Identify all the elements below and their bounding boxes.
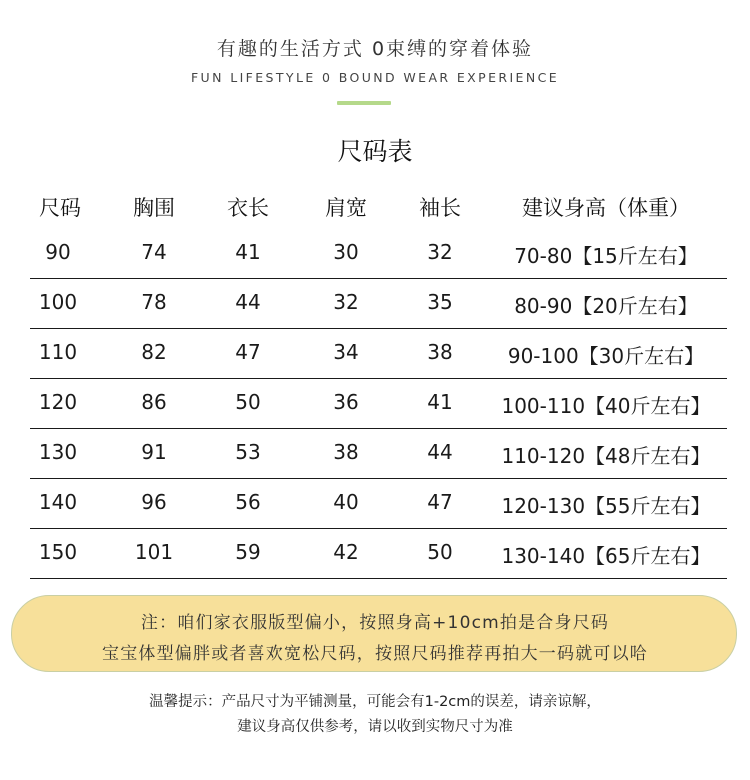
cell-recommended-height: 130-140【65斤左右】 — [501, 544, 711, 568]
column-header-recommended-height: 建议身高（体重） — [522, 196, 690, 220]
cell-recommended-height: 70-80【15斤左右】 — [514, 244, 698, 268]
cell-recommended-height: 100-110【40斤左右】 — [501, 394, 711, 418]
cell-sleeve: 38 — [427, 340, 453, 364]
cell-recommended-height: 80-90【20斤左右】 — [514, 294, 698, 318]
table-row — [30, 379, 727, 429]
column-header-sleeve: 袖长 — [419, 196, 461, 220]
accent-bar — [337, 101, 391, 105]
cell-sleeve: 50 — [427, 540, 453, 564]
cell-sleeve: 44 — [427, 440, 453, 464]
table-row — [30, 279, 727, 329]
tip-line-1: 温馨提示：产品尺寸为平铺测量，可能会有1-2cm的误差，请亲谅解， — [149, 694, 601, 710]
cell-length: 53 — [235, 440, 261, 464]
table-header-row — [0, 186, 750, 226]
cell-recommended-height: 110-120【48斤左右】 — [501, 444, 711, 468]
cell-length: 47 — [235, 340, 261, 364]
note-line-1: 注：咱们家衣服版型偏小，按照身高+10cm拍是合身尺码 — [140, 613, 610, 633]
cell-length: 44 — [235, 290, 261, 314]
note-box — [11, 595, 737, 672]
cell-shoulder: 34 — [333, 340, 359, 364]
cell-size: 150 — [38, 540, 78, 564]
cell-shoulder: 42 — [333, 540, 359, 564]
cell-size: 100 — [38, 290, 78, 314]
column-header-length: 衣长 — [227, 196, 269, 220]
table-row — [30, 529, 727, 579]
table-title: 尺码表 — [337, 137, 413, 166]
cell-sleeve: 35 — [427, 290, 453, 314]
cell-shoulder: 40 — [333, 490, 359, 514]
cell-chest: 82 — [141, 340, 167, 364]
table-row — [30, 329, 727, 379]
column-header-shoulder: 肩宽 — [325, 196, 367, 220]
cell-chest: 96 — [141, 490, 167, 514]
cell-sleeve: 32 — [427, 240, 453, 264]
note-line-2: 宝宝体型偏胖或者喜欢宽松尺码，按照尺码推荐再拍大一码就可以哈 — [102, 644, 648, 664]
cell-size: 90 — [45, 240, 71, 264]
cell-length: 41 — [235, 240, 261, 264]
cell-length: 56 — [235, 490, 261, 514]
cell-size: 110 — [38, 340, 78, 364]
cell-chest: 101 — [134, 540, 174, 564]
cell-recommended-height: 90-100【30斤左右】 — [507, 344, 705, 368]
column-header-chest: 胸围 — [133, 196, 175, 220]
cell-chest: 74 — [141, 240, 167, 264]
cell-recommended-height: 120-130【55斤左右】 — [501, 494, 711, 518]
headline: 有趣的生活方式 0束缚的穿着体验 — [216, 38, 534, 60]
table-row — [30, 479, 727, 529]
cell-chest: 78 — [141, 290, 167, 314]
cell-size: 130 — [38, 440, 78, 464]
table-row — [30, 229, 727, 279]
table-row — [30, 429, 727, 479]
cell-sleeve: 47 — [427, 490, 453, 514]
cell-size: 120 — [38, 390, 78, 414]
cell-shoulder: 38 — [333, 440, 359, 464]
column-header-size: 尺码 — [39, 196, 81, 220]
cell-shoulder: 30 — [333, 240, 359, 264]
cell-shoulder: 36 — [333, 390, 359, 414]
cell-length: 59 — [235, 540, 261, 564]
cell-chest: 91 — [141, 440, 167, 464]
cell-length: 50 — [235, 390, 261, 414]
cell-chest: 86 — [141, 390, 167, 414]
subline: FUN LIFESTYLE 0 BOUND WEAR EXPERIENCE — [190, 70, 560, 85]
cell-sleeve: 41 — [427, 390, 453, 414]
cell-shoulder: 32 — [333, 290, 359, 314]
cell-size: 140 — [38, 490, 78, 514]
tip-line-2: 建议身高仅供参考，请以收到实物尺寸为准 — [237, 719, 513, 735]
